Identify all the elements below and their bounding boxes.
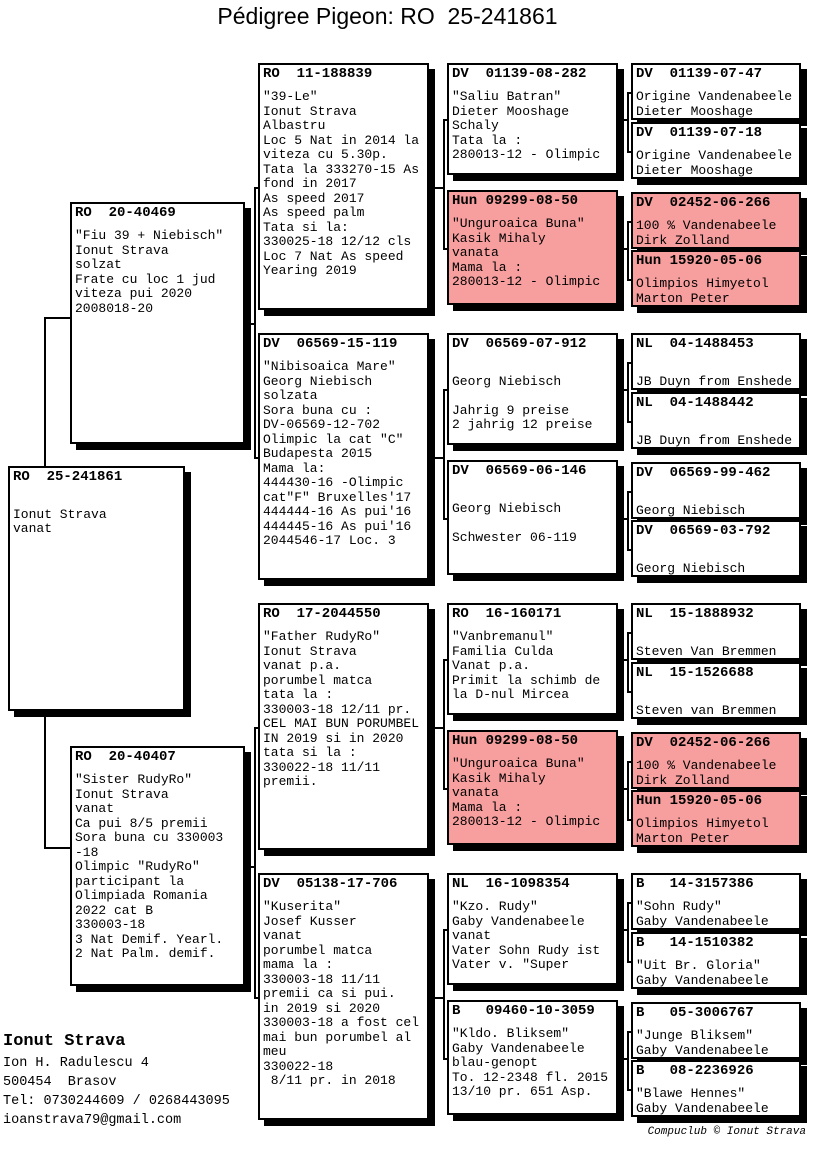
pedigree-text-line: in 2019 si 2020 [263, 1000, 381, 1016]
connector-line [44, 317, 46, 466]
pedigree-text-line: Vater Sohn Rudy ist [452, 942, 601, 958]
ring-number: RO 16-160171 [452, 606, 562, 622]
pedigree-text-line [452, 516, 613, 531]
pedigree-text-line: DV-06569-12-702 [263, 417, 381, 432]
ring-number: Hun 09299-08-50 [452, 193, 579, 209]
pedigree-text-line: premii. [263, 774, 318, 789]
pedigree-text-line: As speed 2017 [263, 190, 365, 206]
connector-line [627, 1089, 631, 1091]
pedigree-box-body [636, 759, 796, 788]
pedigree-box[interactable] [631, 63, 801, 120]
pedigree-box[interactable] [631, 333, 801, 390]
ring-number: B 14-3157386 [636, 876, 754, 892]
owner-block [3, 1030, 230, 1130]
pedigree-box[interactable] [258, 603, 429, 850]
pedigree-text-line: "Kzo. Rudy" [452, 899, 538, 914]
pedigree-text-line: "Sister RudyRo" [75, 772, 193, 787]
pedigree-box[interactable] [70, 746, 245, 986]
pedigree-box-body [636, 360, 796, 389]
connector-line [443, 119, 445, 248]
pedigree-box-body [452, 1027, 613, 1100]
pedigree-box-body [75, 773, 240, 962]
pedigree-text-line: Dieter Mooshage [452, 103, 570, 119]
pedigree-box[interactable] [258, 63, 429, 310]
connector-line [627, 819, 631, 821]
connector-line [627, 1031, 629, 1089]
ring-number: DV 02452-06-266 [636, 735, 771, 751]
pedigree-text-line: participant la [75, 873, 185, 889]
pedigree-text-line: 444430-16 -Olimpic [263, 475, 404, 490]
pedigree-text-line: vanata [452, 785, 499, 800]
pedigree-text-line [452, 389, 613, 404]
pedigree-box-body [452, 757, 613, 830]
pedigree-text-line: vanat p.a. [263, 658, 342, 673]
pedigree-text-line [13, 493, 180, 508]
connector-line [627, 961, 631, 963]
pedigree-text-line: vanat [13, 521, 53, 536]
ring-number: RO 25-241861 [13, 469, 123, 485]
pedigree-box-body [452, 90, 613, 163]
pedigree-text-line: vanat [263, 928, 303, 943]
pedigree-text-line: Mama la : [452, 799, 523, 815]
connector-line [627, 151, 631, 153]
pedigree-text-line: "Kldo. Bliksem" [452, 1026, 570, 1041]
pedigree-box-body [452, 487, 613, 545]
ring-number: DV 05138-17-706 [263, 876, 398, 892]
pedigree-text-line: Dieter Mooshage [636, 162, 754, 178]
pedigree-text-line: Schaly [452, 118, 499, 133]
pedigree-text-line: "Nibisoaica Mare" [263, 359, 396, 374]
pedigree-text-line: Ionut Strava [263, 643, 357, 659]
ring-number: RO 11-188839 [263, 66, 373, 82]
connector-line [627, 491, 629, 549]
pedigree-box-body [636, 219, 796, 248]
pedigree-text-line [452, 360, 613, 375]
connector-line [627, 632, 631, 634]
connector-line [627, 362, 631, 364]
connector-line [443, 1058, 447, 1060]
ring-number: DV 06569-99-462 [636, 465, 771, 481]
connector-line [627, 92, 629, 151]
pedigree-box[interactable] [631, 732, 801, 789]
pedigree-text-line: porumbel matca [263, 672, 373, 688]
connector-line [254, 187, 256, 457]
pedigree-box-body [636, 547, 796, 576]
pedigree-text-line: premii ca si pui. [263, 986, 396, 1001]
pedigree-text-line: Kasik Mihaly [452, 770, 546, 786]
pedigree-text-line: -18 [75, 844, 99, 860]
connector-line [627, 421, 631, 423]
pedigree-box-body [636, 959, 796, 988]
pedigree-box-body [452, 900, 613, 973]
pedigree-text-line [636, 360, 796, 375]
pedigree-box[interactable] [447, 63, 618, 175]
pedigree-text-line: Budapesta 2015 [263, 446, 373, 461]
connector-line [443, 389, 447, 391]
pedigree-text-line: "39-Le" [263, 89, 318, 104]
connector-line [627, 362, 629, 421]
connector-line [627, 92, 631, 94]
pedigree-text-line: 280013-12 - Olimpic [452, 814, 601, 829]
connector-line [627, 632, 629, 691]
pedigree-box-body [636, 489, 796, 518]
pedigree-box[interactable] [8, 466, 185, 711]
pedigree-box-body [636, 1029, 796, 1058]
pedigree-text-line: Steven van Bremmen [636, 702, 777, 718]
pedigree-box[interactable] [631, 392, 801, 449]
pedigree-box[interactable] [258, 333, 429, 580]
pedigree-text-line: "Blawe Hennes" [636, 1086, 746, 1101]
pedigree-text-line: vanat [452, 928, 492, 943]
pedigree-text-line: Dieter Mooshage [636, 103, 754, 119]
pedigree-text-line: "Fiu 39 + Niebisch" [75, 228, 224, 243]
ring-number: RO 20-40407 [75, 749, 176, 765]
ring-number: RO 20-40469 [75, 205, 176, 221]
pedigree-text-line: IN 2019 si in 2020 [263, 730, 404, 746]
pedigree-text-line: CEL MAI BUN PORUMBEL [263, 716, 420, 731]
pedigree-text-line: Albastru [263, 118, 326, 133]
pedigree-box-body [263, 900, 424, 1089]
pedigree-text-line: Tata si la: [263, 219, 349, 235]
pedigree-text-line: Jahrig 9 preise [452, 402, 570, 418]
pedigree-box[interactable] [447, 460, 618, 575]
pedigree-text-line: 444445-16 As pui'16 [263, 518, 412, 534]
pedigree-text-line: vanat [75, 801, 115, 816]
connector-line [443, 248, 447, 250]
owner-name: Ionut Strava [3, 1032, 126, 1051]
pedigree-text-line: "Father RudyRo" [263, 629, 381, 644]
connector-line [443, 929, 447, 931]
pedigree-box[interactable] [447, 873, 618, 985]
pedigree-text-line: Schwester 06-119 [452, 529, 577, 545]
ring-number: NL 04-1488453 [636, 336, 754, 352]
ring-number: Hun 15920-05-06 [636, 793, 763, 809]
pedigree-text-line [636, 547, 796, 562]
page-title: Pédigree Pigeon: RO 25-241861 [217, 3, 558, 29]
ring-number: B 05-3006767 [636, 1005, 754, 1021]
ring-number: NL 04-1488442 [636, 395, 754, 411]
pedigree-box[interactable] [447, 1000, 618, 1115]
ring-number: Hun 09299-08-50 [452, 733, 579, 749]
pedigree-text-line: 280013-12 - Olimpic [452, 147, 601, 162]
pedigree-text-line: "Junge Bliksem" [636, 1028, 754, 1043]
pedigree-text-line: "Saliu Batran" [452, 89, 562, 104]
pedigree-text-line: 330022-18 11/11 [263, 759, 381, 775]
pedigree-box-body [636, 817, 796, 846]
pedigree-box[interactable] [631, 520, 801, 577]
pedigree-text-line: Vanat p.a. [452, 658, 531, 673]
footer-credit: Compuclub © Ionut Strava [647, 1126, 806, 1138]
ring-number: DV 06569-03-792 [636, 523, 771, 539]
pedigree-text-line: Origine Vandenabeele [636, 148, 793, 163]
pedigree-text-line: Primit la schimb de [452, 672, 601, 688]
pedigree-text-line: Mama la: [263, 460, 326, 476]
pedigree-box-body [636, 90, 796, 119]
pedigree-box-body [636, 689, 796, 718]
connector-line [627, 902, 631, 904]
pedigree-text-line: Ionut Strava [13, 506, 107, 522]
pedigree-text-line: To. 12-2348 fl. 2015 [452, 1069, 609, 1085]
pedigree-box-body [636, 630, 796, 659]
pedigree-text-line [636, 489, 796, 504]
pedigree-text-line: 2 jahrig 12 preise [452, 417, 593, 432]
pedigree-box[interactable] [631, 250, 801, 307]
pedigree-text-line: Loc 7 Nat As speed [263, 248, 404, 264]
pedigree-box-body [636, 277, 796, 306]
pedigree-text-line: Ca pui 8/5 premii [75, 815, 208, 831]
pedigree-text-line: 280013-12 - Olimpic [452, 274, 601, 289]
ring-number: DV 02452-06-266 [636, 195, 771, 211]
pedigree-text-line: 13/10 pr. 651 Asp. [452, 1084, 593, 1099]
pedigree-text-line: Dirk Zolland [636, 232, 730, 248]
pedigree-text-line: viteza pui 2020 [75, 286, 193, 301]
connector-line [627, 902, 629, 961]
pedigree-text-line: As speed palm [263, 205, 365, 220]
pedigree-text-line: Marton Peter [636, 830, 730, 846]
ring-number: DV 01139-07-18 [636, 125, 763, 141]
pedigree-text-line: Gaby Vandenabeele [452, 1040, 585, 1056]
pedigree-text-line: Olimpic la cat "C" [263, 431, 404, 447]
pedigree-text-line: "Uit Br. Gloria" [636, 958, 761, 973]
pedigree-text-line: 100 % Vandenabeele [636, 218, 777, 233]
pedigree-text-line: Loc 5 Nat in 2014 la [263, 132, 420, 148]
connector-line [627, 221, 629, 279]
connector-line [627, 549, 631, 551]
pedigree-text-line: Georg Niebisch [452, 373, 562, 389]
pedigree-text-line: tata la : [263, 687, 334, 702]
ring-number: Hun 15920-05-06 [636, 253, 763, 269]
pedigree-text-line: Georg Niebisch [452, 500, 562, 516]
pedigree-text-line: 330003-18 11/11 [263, 971, 381, 987]
pedigree-box[interactable] [258, 873, 429, 1120]
pedigree-text-line: Ionut Strava [263, 103, 357, 119]
ring-number: B 14-1510382 [636, 935, 754, 951]
pedigree-text-line: Olimpiada Romania [75, 888, 208, 903]
pedigree-text-line: 330003-18 [75, 917, 146, 932]
pedigree-text-line: 330025-18 12/12 cls [263, 234, 412, 249]
pedigree-text-line: "Vanbremanul" [452, 629, 554, 644]
pedigree-text-line [452, 487, 613, 502]
pedigree-text-line: Marton Peter [636, 290, 730, 306]
pedigree-text-line: Sora buna cu 330003 [75, 830, 224, 845]
connector-line [254, 727, 258, 729]
pedigree-text-line: Gaby Vandenabeele [452, 913, 585, 929]
connector-line [254, 997, 258, 999]
pedigree-text-line: Familia Culda [452, 643, 554, 659]
pedigree-box[interactable] [447, 333, 618, 445]
pedigree-text-line: "Unguroaica Buna" [452, 756, 585, 771]
pedigree-box-body [75, 229, 240, 316]
pedigree-box[interactable] [631, 932, 801, 989]
pedigree-box[interactable] [70, 202, 245, 444]
connector-line [627, 761, 629, 819]
pedigree-text-line: Georg Niebisch [636, 560, 746, 576]
pedigree-box[interactable] [447, 190, 618, 305]
connector-line [627, 221, 631, 223]
ring-number: DV 06569-07-912 [452, 336, 587, 352]
pedigree-text-line: Frate cu loc 1 jud [75, 271, 216, 287]
pedigree-text-line: JB Duyn from Enshede [636, 373, 793, 389]
ring-number: DV 06569-15-119 [263, 336, 398, 352]
pedigree-box-body [636, 900, 796, 929]
pedigree-text-line: mama la : [263, 957, 334, 972]
ring-number: DV 01139-07-47 [636, 66, 763, 82]
connector-line [443, 929, 445, 1058]
pedigree-text-line: Olimpios Himyetol [636, 276, 769, 291]
connector-line [44, 711, 46, 848]
pedigree-text-line: Olimpios Himyetol [636, 816, 769, 831]
pedigree-text-line: Gaby Vandenabeele [636, 913, 769, 929]
pedigree-text-line: Vater v. "Super [452, 957, 570, 972]
pedigree-text-line: 330022-18 [263, 1058, 334, 1074]
pedigree-box[interactable] [447, 603, 618, 715]
pedigree-text-line: Josef Kusser [263, 913, 357, 929]
pedigree-text-line: 330003-18 a fost cel [263, 1015, 420, 1030]
pedigree-text-line: solzata [263, 388, 318, 403]
owner-address-city: 500454 Brasov [3, 1075, 117, 1090]
pedigree-text-line: meu [263, 1044, 287, 1059]
pedigree-text-line: fond in 2017 [263, 176, 357, 191]
owner-email: ioanstrava79@gmail.com [3, 1113, 182, 1128]
pedigree-text-line: Gaby Vandenabeele [636, 1042, 769, 1058]
pedigree-text-line: Ionut Strava [75, 242, 169, 258]
pedigree-box-body [263, 360, 424, 549]
pedigree-text-line [636, 630, 796, 645]
pedigree-text-line: 444444-16 As pui'16 [263, 504, 412, 519]
ring-number: DV 06569-06-146 [452, 463, 587, 479]
connector-line [443, 518, 447, 520]
pedigree-box-body [263, 90, 424, 279]
connector-line [254, 187, 258, 189]
pedigree-text-line: Sora buna cu : [263, 402, 373, 418]
pedigree-text-line: Tata la 333270-15 As [263, 161, 420, 177]
pedigree-text-line: vanata [452, 245, 499, 260]
ring-number: NL 15-1888932 [636, 606, 754, 622]
pedigree-text-line: mai bun porumbel al [263, 1029, 412, 1045]
pedigree-text-line: 2008018-20 [75, 300, 154, 316]
connector-line [44, 847, 70, 849]
pedigree-text-line: 100 % Vandenabeele [636, 758, 777, 773]
ring-number: NL 15-1526688 [636, 665, 754, 681]
pedigree-text-line: Georg Niebisch [263, 373, 373, 389]
connector-line [443, 659, 447, 661]
owner-address-street: Ion H. Radulescu 4 [3, 1056, 149, 1071]
pedigree-text-line: viteza cu 5.30p. [263, 147, 388, 162]
pedigree-text-line: 2022 cat B [75, 902, 154, 918]
pedigree-text-line: Ionut Strava [75, 786, 169, 802]
connector-line [443, 119, 447, 121]
pedigree-text-line: porumbel matca [263, 942, 373, 958]
pedigree-text-line: blau-genopt [452, 1055, 538, 1070]
owner-phone: Tel: 0730244609 / 0268443095 [3, 1094, 230, 1109]
ring-number: B 09460-10-3059 [452, 1003, 595, 1019]
pedigree-text-line: Yearing 2019 [263, 263, 357, 278]
connector-line [627, 491, 631, 493]
pedigree-box[interactable] [631, 122, 801, 179]
connector-line [443, 389, 445, 518]
pedigree-box[interactable] [631, 1002, 801, 1059]
pedigree-text-line: Georg Niebisch [636, 502, 746, 518]
pedigree-box[interactable] [631, 662, 801, 719]
pedigree-box-body [452, 630, 613, 703]
pedigree-text-line: Kasik Mihaly [452, 230, 546, 246]
pedigree-text-line: la D-nul Mircea [452, 687, 570, 702]
pedigree-box[interactable] [631, 873, 801, 930]
pedigree-box[interactable] [631, 790, 801, 847]
connector-line [627, 1031, 631, 1033]
connector-line [254, 727, 256, 997]
pedigree-text-line: "Sohn Rudy" [636, 899, 722, 914]
pedigree-box-body [452, 360, 613, 433]
pedigree-box-body [636, 149, 796, 178]
pedigree-box-body [263, 630, 424, 790]
ring-number: B 08-2236926 [636, 1063, 754, 1079]
pedigree-text-line: "Unguroaica Buna" [452, 216, 585, 231]
pedigree-text-line [636, 689, 796, 704]
pedigree-box-body [13, 493, 180, 537]
connector-line [44, 317, 70, 319]
pedigree-text-line: cat"F" Bruxelles'17 [263, 489, 412, 505]
connector-line [443, 788, 447, 790]
connector-line [443, 659, 445, 788]
pedigree-text-line: Gaby Vandenabeele [636, 1100, 769, 1116]
ring-number: NL 16-1098354 [452, 876, 570, 892]
pedigree-text-line: Origine Vandenabeele [636, 89, 793, 104]
pedigree-text-line: Olimpic "RudyRo" [75, 859, 200, 874]
connector-line [627, 761, 631, 763]
pedigree-text-line: 330003-18 12/11 pr. [263, 701, 412, 717]
pedigree-box[interactable] [631, 192, 801, 249]
pedigree-text-line: Steven Van Bremmen [636, 643, 777, 659]
pedigree-text-line: tata si la : [263, 745, 357, 760]
pedigree-box[interactable] [631, 462, 801, 519]
pedigree-box[interactable] [631, 603, 801, 660]
pedigree-text-line: 2 Nat Palm. demif. [75, 946, 216, 961]
pedigree-box-body [636, 419, 796, 448]
pedigree-text-line: Tata la : [452, 132, 523, 148]
pedigree-text-line: Dirk Zolland [636, 772, 730, 788]
pedigree-text-line: "Kuserita" [263, 899, 342, 914]
ring-number: RO 17-2044550 [263, 606, 381, 622]
connector-line [627, 279, 631, 281]
pedigree-text-line: 3 Nat Demif. Yearl. [75, 931, 224, 947]
connector-line [254, 457, 258, 459]
pedigree-box-body [452, 217, 613, 290]
pedigree-text-line: solzat [75, 257, 122, 272]
pedigree-text-line: Gaby Vandenabeele [636, 972, 769, 988]
pedigree-text-line [636, 419, 796, 434]
pedigree-box[interactable] [631, 1060, 801, 1117]
pedigree-text-line: Mama la : [452, 259, 523, 275]
pedigree-box-body [636, 1087, 796, 1116]
pedigree-text-line: 2044546-17 Loc. 3 [263, 533, 396, 548]
connector-line [627, 691, 631, 693]
ring-number: DV 01139-08-282 [452, 66, 587, 82]
pedigree-text-line: JB Duyn from Enshede [636, 432, 793, 448]
pedigree-box[interactable] [447, 730, 618, 845]
pedigree-text-line: 8/11 pr. in 2018 [263, 1073, 396, 1088]
